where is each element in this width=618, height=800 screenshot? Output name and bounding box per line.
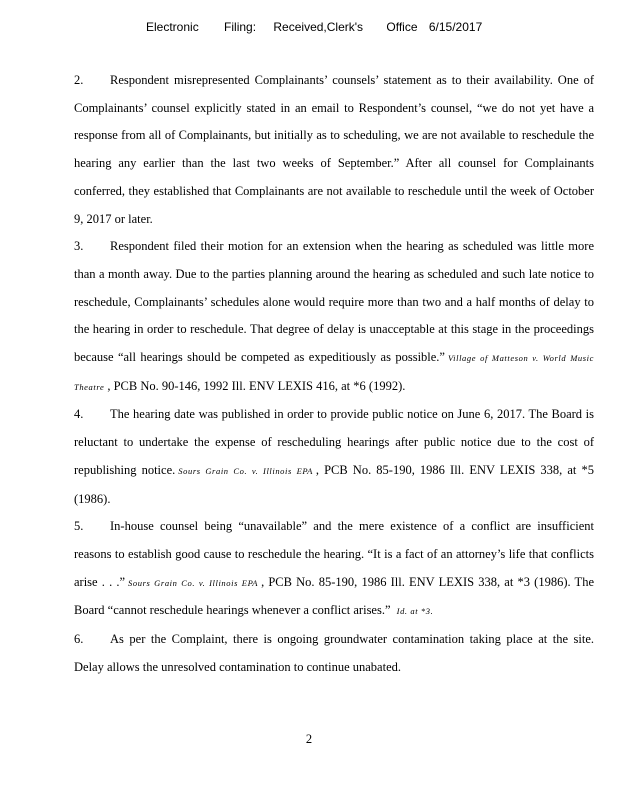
header-office: Office [386, 20, 418, 34]
citation-details: , PCB No. 85-190, 1986 Ill. ENV LEXIS 338, at *5 (1986). [74, 462, 594, 506]
case-citation: Village of Matteson v. World Music Theatre [74, 353, 594, 392]
filing-stamp-header [146, 20, 482, 34]
citation-details: , PCB No. 85-190, 1986 Ill. ENV LEXIS 338, at *3 (1986). The Board “cannot reschedule hearings whenever a conflict arises.” [74, 574, 594, 618]
paragraph-number: 2. [74, 73, 84, 87]
paragraph-4 [74, 401, 594, 513]
citation-details: , PCB No. 90-146, 1992 Ill. ENV LEXIS 416, at *6 (1992). [107, 378, 406, 393]
paragraph-text: Respondent filed their motion for an extension when the hearing as scheduled was little more than a month away. Due to the parties planning around the hearing as scheduled and such late notice to reschedule, Complainants’ schedules alone would require more than two and a half months of delay to the hearing in order to reschedule. That degree of delay is unacceptable at this stage in the proceedings because “all hearings should be competed as expeditiously as possible.” [74, 239, 594, 365]
paragraph-text: In-house counsel being “unavailable” and the mere existence of a conflict are insufficient reasons to establish good cause to reschedule the hearing. “It is a fact of an attorney’s life that conflicts arise . . .” [74, 519, 594, 589]
id-citation: Id. at *3. [396, 606, 434, 617]
page-number: 2 [305, 732, 313, 746]
paragraph-3 [74, 233, 594, 401]
paragraph-5 [74, 513, 594, 626]
paragraph-2 [74, 67, 594, 233]
header-received: Received,Clerk's [273, 20, 364, 34]
paragraph-number: 3. [74, 239, 84, 254]
paragraph-text: Respondent misrepresented Complainants’ counsels’ statement as to their availability. One of Complainants’ counsel explicitly stated in an email to Respondent’s counsel, “we do not yet have a response from all of Complainants, but initially as to scheduling, we are not available to reschedule the hearing any earlier than the last two weeks of September.” After all counsel for Complainants conferred, they established that Complainants are not available to reschedule until the week of October 9, 2017 or later. [74, 73, 594, 226]
paragraph-text: The hearing date was published in order to provide public notice on June 6, 2017. The Board is reluctant to undertake the expense of rescheduling hearings after public notice due to the cost of republishing notice. [74, 407, 594, 477]
header-electronic: Electronic [146, 20, 199, 34]
paragraph-number: 6. [74, 632, 84, 647]
header-date: 6/15/2017 [428, 20, 483, 34]
paragraph-number: 5. [74, 519, 84, 534]
paragraph-text: As per the Complaint, there is ongoing groundwater contamination taking place at the site. Delay allows the unresolved contamination to continue unabated. [74, 632, 594, 674]
case-citation: Sours Grain Co. v. Illinois EPA [178, 465, 313, 476]
paragraph-6 [74, 626, 594, 681]
document-body [74, 67, 594, 681]
header-filing: Filing: [224, 20, 257, 34]
case-citation: Sours Grain Co. v. Illinois EPA [128, 577, 259, 588]
paragraph-number: 4. [74, 407, 84, 422]
